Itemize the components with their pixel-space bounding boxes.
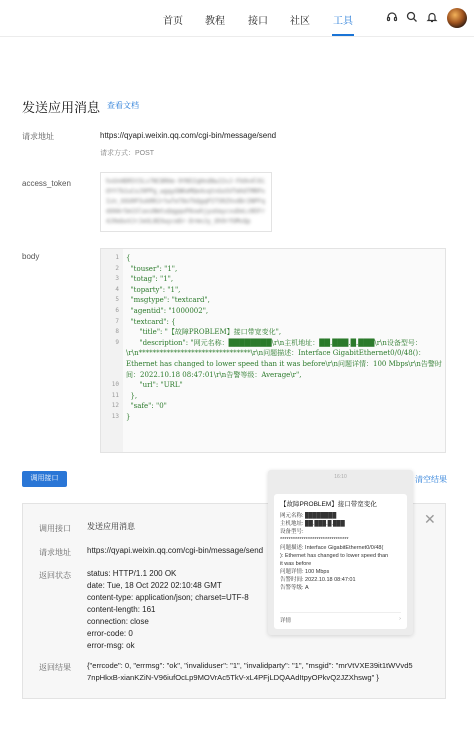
textcard-line: 主机地址: ██.███.█.███ [280,521,345,527]
code-line [101,327,445,338]
request-method: 请求方式：POST [100,150,155,157]
status-line: content-length: 161 [87,605,156,614]
result-body-line: {"errcode": 0, "errmsg": "ok", "invaliduser": "1", "invalidparty": "1", "msgid": "mrVtVXE39it1tWVvd5 [87,661,413,670]
textcard-line: ******************************** [280,537,349,543]
textcard-line: 问题详情: 100 Mbps [280,569,330,575]
access-token-label: access_token [22,179,71,188]
clear-results-link[interactable]: 清空结果 [415,475,447,484]
line-number: 4 [115,285,119,293]
textcard-line: 告警时间: 2022.10.18 08:47:01 [280,577,356,583]
textcard-line: 设备型号: [280,529,304,535]
result-body-value [87,660,413,684]
top-nav [0,0,474,37]
textcard-detail-link[interactable] [280,612,401,624]
textcard-line: it was before [280,561,312,567]
line-number: 13 [111,412,119,420]
nav-item-community[interactable]: 社区 [290,16,310,27]
bell-icon[interactable] [425,11,439,25]
code-text: { [126,254,131,262]
line-number: 5 [115,296,119,304]
nav-item-api[interactable]: 接口 [248,16,268,27]
preview-time: 16:10 [334,474,347,480]
result-status-label: 返回状态 [39,571,71,580]
status-line: error-code: 0 [87,629,133,638]
textcard-title: 【故障PROBLEM】接口带宽变化 [280,501,377,508]
code-text: "safe": "0" [126,402,167,411]
code-text: "url": "URL" [126,381,183,390]
chevron-right-icon: › [399,616,401,622]
code-text: "toparty": "1", [126,285,181,294]
code-text: }, [126,391,138,400]
textcard-preview[interactable] [274,494,407,629]
nav-active-underline [332,34,354,36]
status-line: date: Tue, 18 Oct 2022 02:10:48 GMT [87,581,222,590]
code-text: "totag": "1", [126,275,174,284]
textcard-line: ): Ethernet has changed to lower speed than [280,553,389,559]
textcard-line: 告警等级: A [280,585,309,591]
request-url-label: 请求地址 [22,132,54,141]
user-avatar[interactable] [447,8,467,28]
result-api-value: 发送应用消息 [87,522,135,531]
line-number: 10 [111,381,119,389]
code-line [101,274,445,285]
status-line: content-type: application/json; charset=UTF-8 [87,593,249,602]
code-text: "textcard": { [126,317,176,326]
status-line: connection: close [87,617,149,626]
body-label: body [22,252,40,261]
code-text: "msgtype": "textcard", [126,296,210,305]
status-line: status: HTTP/1.1 200 OK [87,569,177,578]
line-number: 12 [111,402,119,410]
request-url-value: https://qyapi.weixin.qq.com/cgi-bin/message/send [100,131,277,140]
textcard-detail-label: 详情 [280,618,292,624]
code-line [101,295,445,306]
line-number: 9 [115,338,119,346]
line-number: 7 [115,317,119,325]
close-icon[interactable]: ✕ [424,511,436,527]
code-line [101,380,445,391]
line-number: 2 [115,264,119,272]
code-text: "touser": "1", [126,264,178,273]
code-text: "title": "【故障PROBLEM】接口带宽变化", [126,328,282,337]
line-number: 8 [115,328,119,336]
result-url-label: 请求地址 [39,548,71,557]
nav-item-tools[interactable]: 工具 [333,16,353,27]
code-line [101,253,445,264]
nav-item-tutorial[interactable]: 教程 [205,16,225,27]
code-line [101,412,445,423]
code-line [101,317,445,328]
call-api-button[interactable]: 调用接口 [22,471,67,487]
line-number: 1 [115,254,119,261]
access-token-value: hxUnHDR5t5Lv7NC8RHe-9YN5IqHnd8wJ2vJ-Fk0n4l0iOYY7b1uCoJ9PPg_wgqyGNKeMQe4vqtnGoSVTmhOTMRPxIzn_XXU0P3ukRRJrtwTeT8oTkQgqPIT5RZVvd8r2NPFqdd4ArSm1SlaxsNmtuQqgqoPAvwhjyuUaycvuDeLcN5Fr4J0ebxVJrJeUL8EXwyceDr-DrmnJy_Oh9rYUMvQp [106,178,265,225]
code-line [101,264,445,275]
code-text: "description": "网元名称：████████\r\n主机地址：██.███.█.███\r\n设备型号：\r\n********************************\r\n问题描述：Interface GigabitEthernet0/0/48()：Ethernet has changed to lower speed than it was before\r\n问题详情：100 Mbps\r\n告警时间：2022.10.18 08:47:01\r\n告警等级：Average\r", [126,338,442,379]
headset-icon[interactable] [385,11,399,25]
access-token-input[interactable] [100,172,272,232]
result-status-lines [87,568,249,652]
status-line: error-msg: ok [87,641,135,650]
textcard-line: 网元名称: ████████ [280,513,337,519]
search-icon[interactable] [405,11,419,25]
result-body-label: 返回结果 [39,663,71,672]
page-title: 发送应用消息 [22,100,101,115]
code-text: } [126,412,131,421]
code-line [101,306,445,317]
line-number: 11 [111,391,119,399]
result-url-value: https://qyapi.weixin.qq.com/cgi-bin/message/send [87,546,264,555]
code-line [101,401,445,412]
nav-item-home[interactable]: 首页 [163,16,183,27]
result-body-line: 7npHkxB-xianKZiN-V96iufOcLp9MOVrAc5TkV-xL4PFjLDQAAdItpyOPkvQ2JZXhswg" } [87,673,379,682]
code-line [101,391,445,402]
body-code-editor[interactable] [100,248,446,453]
result-api-label: 调用接口 [39,524,71,533]
line-number: 3 [115,275,119,283]
code-text: "agentid": "1000002", [126,306,209,315]
view-docs-link[interactable]: 查看文档 [107,101,139,110]
code-content [101,253,445,423]
code-line [101,285,445,296]
message-preview-overlay [268,470,413,635]
line-number: 6 [115,306,119,314]
code-line [101,338,445,380]
textcard-line: 问题描述: Interface GigabitEthernet0/0/48( [280,545,384,551]
